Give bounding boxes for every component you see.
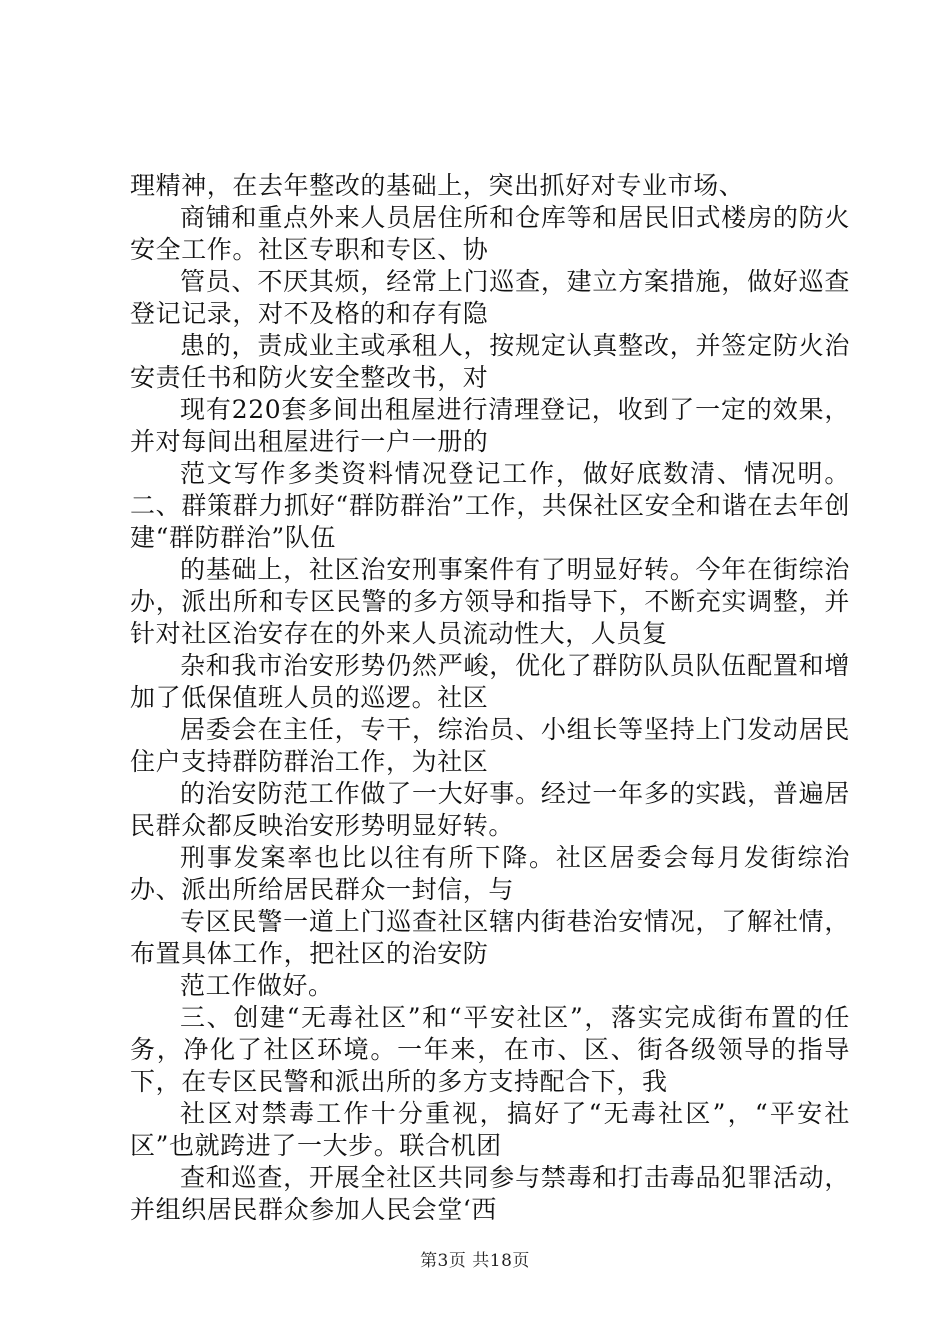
paragraph: 理精神，在去年整改的基础上，突出抓好对专业市场、 xyxy=(130,171,745,200)
paragraph: 居委会在主任，专干，综治员、小组长等坚持上门发动居民住户支持群防群治工作，为社区 xyxy=(130,715,850,776)
paragraph: 查和巡查，开展全社区共同参与禁毒和打击毒品犯罪活动，并组织居民群众参加人民会堂‘西 xyxy=(130,1163,850,1224)
paragraph: 商铺和重点外来人员居住所和仓库等和居民旧式楼房的防火安全工作。社区专职和专区、协 xyxy=(130,203,850,264)
paragraph: 社区对禁毒工作十分重视，搞好了“无毒社区”，“平安社区”也就跨进了一大步。联合机团 xyxy=(130,1099,850,1160)
document-body xyxy=(130,170,850,1226)
paragraph: 范工作做好。 xyxy=(180,971,334,1000)
paragraph: 范文写作多类资料情况登记工作，做好底数清、情况明。二、群策群力抓好“群防群治”工作，共保社区安全和谐在去年创建“群防群治”队伍 xyxy=(130,459,850,552)
paragraph: 的基础上，社区治安刑事案件有了明显好转。今年在街综治办，派出所和专区民警的多方领导和指导下，不断充实调整，并针对社区治安存在的外来人员流动性大，人员复 xyxy=(130,555,850,648)
paragraph: 专区民警一道上门巡查社区辖内街巷治安情况，了解社情，布置具体工作，把社区的治安防 xyxy=(130,907,850,968)
paragraph: 现有220套多间出租屋进行清理登记，收到了一定的效果，并对每间出租屋进行一户一册的 xyxy=(130,395,850,456)
page-number-footer: 第3页 共18页 xyxy=(420,1251,530,1271)
paragraph: 管员、不厌其烦，经常上门巡查，建立方案措施，做好巡查登记记录，对不及格的和存有隐 xyxy=(130,267,850,328)
paragraph: 的治安防范工作做了一大好事。经过一年多的实践，普遍居民群众都反映治安形势明显好转。 xyxy=(130,779,850,840)
paragraph: 杂和我市治安形势仍然严峻，优化了群防队员队伍配置和增加了低保值班人员的巡逻。社区 xyxy=(130,651,850,712)
paragraph: 刑事发案率也比以往有所下降。社区居委会每月发街综治办、派出所给居民群众一封信，与 xyxy=(130,843,850,904)
paragraph: 三、创建“无毒社区”和“平安社区”，落实完成街布置的任务，净化了社区环境。一年来，在市、区、街各级领导的指导下，在专区民警和派出所的多方支持配合下，我 xyxy=(130,1003,850,1096)
paragraph: 患的，责成业主或承租人，按规定认真整改，并签定防火治安责任书和防火安全整改书，对 xyxy=(130,331,850,392)
